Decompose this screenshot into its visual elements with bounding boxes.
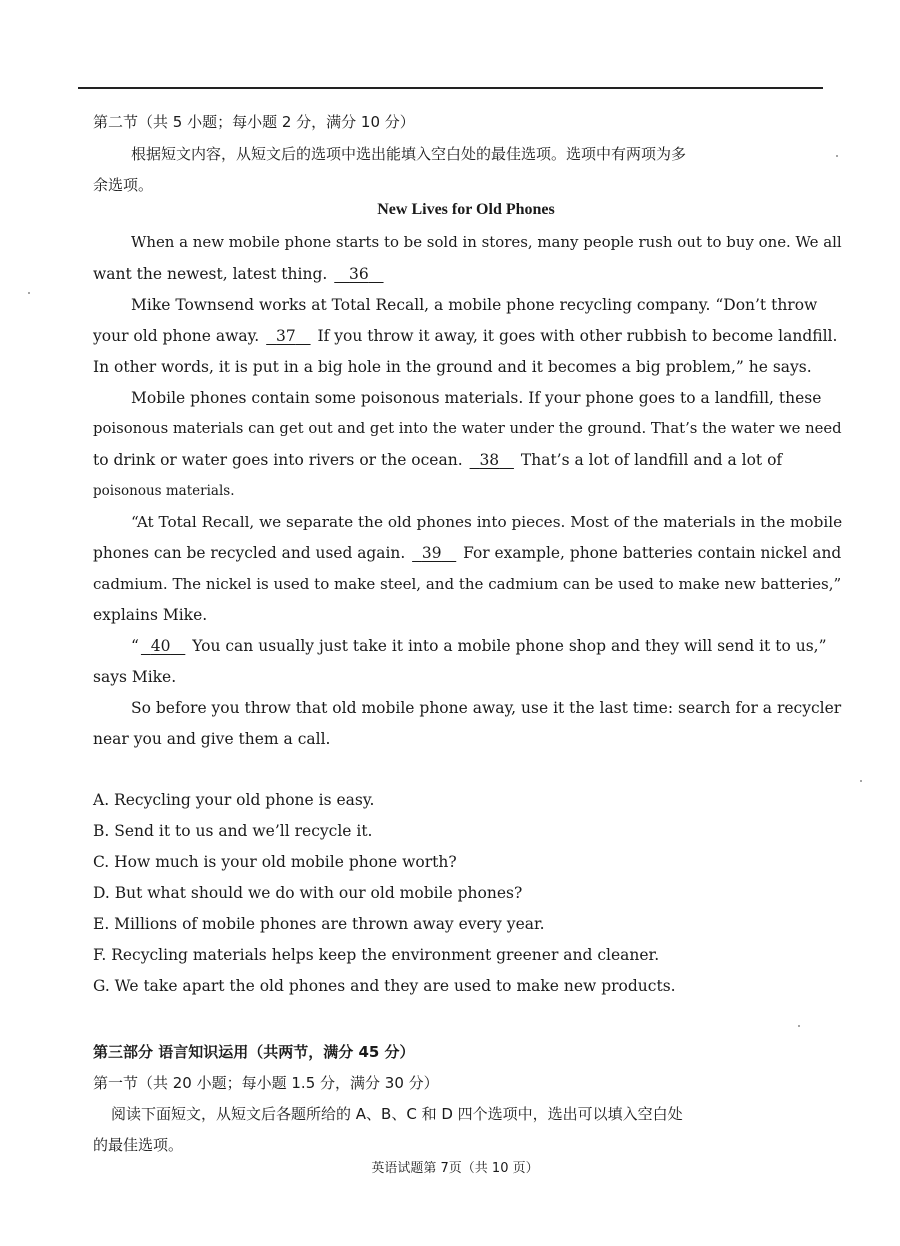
passage-p4-line3: cadmium. The nickel is used to make steel, and the cadmium can be used to make new batteries,” xyxy=(93,575,842,593)
blank-40: 40 xyxy=(150,637,171,655)
top-rule xyxy=(78,87,823,89)
passage-p6-line1: So before you throw that old mobile phone away, use it the last time: search for a recycler xyxy=(131,699,842,717)
passage-p2-line3: In other words, it is put in a big hole in the ground and it becomes a big problem,” he says. xyxy=(93,358,812,376)
option-b: B. Send it to us and we’ll recycle it. xyxy=(93,822,373,840)
passage-p6-line2: near you and give them a call. xyxy=(93,730,331,748)
part3-section1-heading: 第一节（共 20 小题；每小题 1.5 分，满分 30 分） xyxy=(93,1074,439,1092)
scan-speck xyxy=(860,780,862,782)
section2-instruction-line1: 根据短文内容，从短文后的选项中选出能填入空白处的最佳选项。选项中有两项为多 xyxy=(131,145,687,163)
page-footer: 英语试题第 7页（共 10 页） xyxy=(371,1161,539,1176)
passage-p1-line1 xyxy=(131,232,840,252)
option-f: F. Recycling materials helps keep the environment greener and cleaner. xyxy=(93,946,660,964)
passage-p4-line2 xyxy=(93,543,841,563)
passage-p5-line2: says Mike. xyxy=(93,668,177,686)
passage-title: New Lives for Old Phones xyxy=(377,201,555,218)
part3-instruction-line2: 的最佳选项。 xyxy=(93,1136,184,1154)
section2-heading: 第二节（共 5 小题；每小题 2 分，满分 10 分） xyxy=(93,113,415,131)
passage-p3-line1: Mobile phones contain some poisonous materials. If your phone goes to a landfill, these xyxy=(131,389,822,407)
blank-36: 36 xyxy=(349,265,369,283)
passage-p3-line3 xyxy=(93,450,782,470)
blank-38: 38 xyxy=(479,451,500,469)
passage-p5-line1 xyxy=(131,636,827,656)
passage-p2-line1: Mike Townsend works at Total Recall, a mobile phone recycling company. “Don’t throw xyxy=(131,296,818,314)
passage-p4-line4: explains Mike. xyxy=(93,606,208,624)
passage-p4-line1: “At Total Recall, we separate the old phones into pieces. Most of the materials in the mobile xyxy=(131,513,843,531)
passage-text: to drink or water goes into rivers or the ocean. xyxy=(93,451,463,469)
scan-speck xyxy=(798,1025,800,1027)
passage-text: phones can be recycled and used again. xyxy=(93,544,406,562)
part3-heading: 第三部分 语言知识运用（共两节，满分 45 分） xyxy=(93,1043,415,1061)
option-d: D. But what should we do with our old mobile phones? xyxy=(93,884,523,902)
passage-text: “ xyxy=(131,637,139,655)
option-c: C. How much is your old mobile phone worth? xyxy=(93,853,457,871)
part3-instruction-line1: 阅读下面短文，从短文后各题所给的 A、B、C 和 D 四个选项中，选出可以填入空白处 xyxy=(111,1105,683,1123)
passage-p3-line2: poisonous materials can get out and get into the water under the ground. That’s the water we need xyxy=(93,420,842,437)
passage-text: You can usually just take it into a mobile phone shop and they will send it to us,” xyxy=(192,637,827,655)
blank-39: 39 xyxy=(421,544,442,562)
passage-p2-line2 xyxy=(93,326,837,346)
passage-text: For example, phone batteries contain nickel and xyxy=(463,544,842,562)
scan-speck xyxy=(836,155,838,157)
passage-text: If you throw it away, it goes with other rubbish to become landfill. xyxy=(317,327,838,345)
passage-text: That’s a lot of landfill and a lot of xyxy=(520,451,783,469)
scan-speck xyxy=(28,292,30,294)
passage-text: your old phone away. xyxy=(93,327,260,345)
option-e: E. Millions of mobile phones are thrown away every year. xyxy=(93,915,545,933)
passage-text: When a new mobile phone starts to be sold in stores, many people rush out to buy one. We all xyxy=(131,233,842,251)
option-a: A. Recycling your old phone is easy. xyxy=(93,791,375,809)
passage-p1-line2 xyxy=(93,264,386,284)
section2-instruction-line2: 余选项。 xyxy=(93,176,154,194)
blank-37: 37 xyxy=(276,327,296,345)
passage-p3-line4: poisonous materials. xyxy=(93,483,235,499)
option-g: G. We take apart the old phones and they are used to make new products. xyxy=(93,977,676,995)
passage-text: want the newest, latest thing. xyxy=(93,265,328,283)
